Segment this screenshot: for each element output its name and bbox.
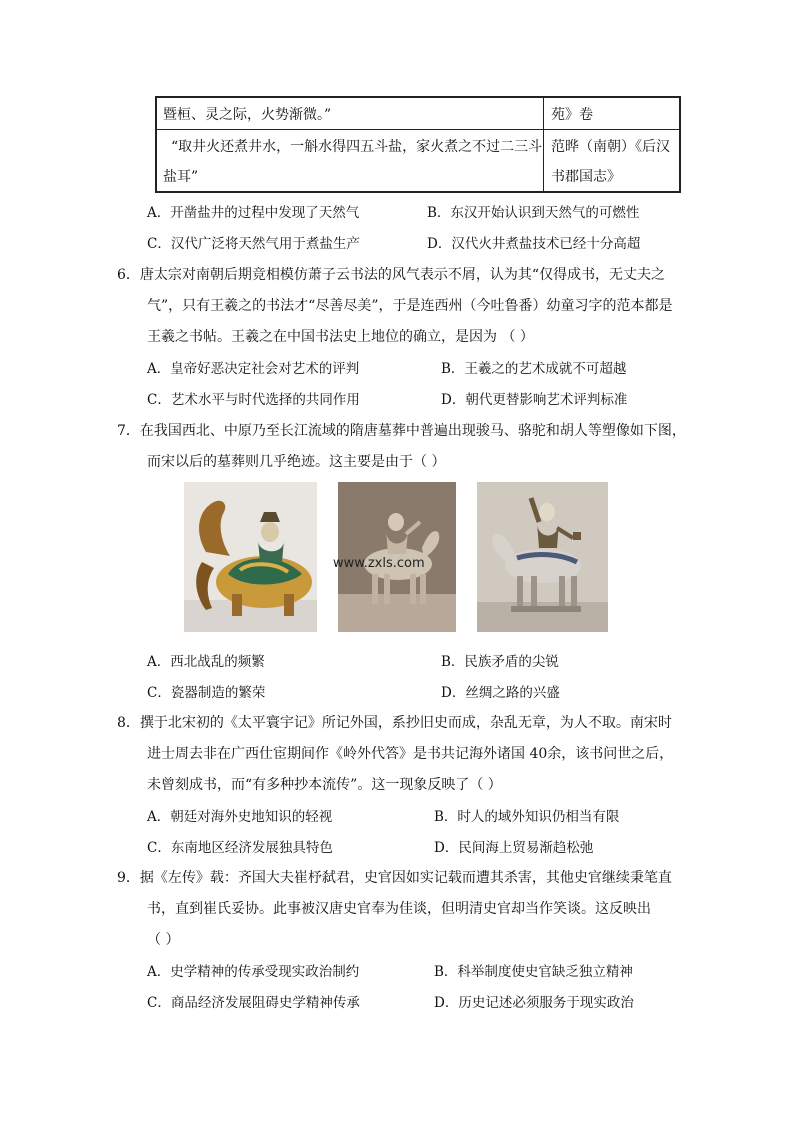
table-row2-source-line2: 书郡国志》 xyxy=(551,169,621,185)
q9-option-d: D．历史记述必须服务于现实政治 xyxy=(434,995,634,1011)
table-row-divider xyxy=(157,129,679,130)
q8-option-b: B．时人的域外知识仍相当有限 xyxy=(434,809,620,825)
q7-option-b: B．民族矛盾的尖锐 xyxy=(441,654,559,670)
table-row2-source-line1: 范晔（南朝）《后汉 xyxy=(551,139,670,155)
q9-option-b: B．科举制度使史官缺乏独立精神 xyxy=(434,964,633,980)
q8-option-a: A．朝廷对海外史地知识的轻视 xyxy=(147,809,333,825)
q7-stem-line2: 而宋以后的墓葬则几乎绝迹。这主要是由于（ ） xyxy=(147,454,446,470)
camel-figurine-image xyxy=(184,482,317,632)
q8-option-c: C．东南地区经济发展独具特色 xyxy=(147,840,333,856)
q6-stem-line3: 王羲之书帖。王羲之在中国书法史上地位的确立，是因为 （ ） xyxy=(147,329,534,345)
q6-option-c: C．艺术水平与时代选择的共同作用 xyxy=(147,392,360,408)
q5-option-c: C．汉代广泛将天然气用于煮盐生产 xyxy=(147,236,360,252)
q6-option-a: A．皇帝好恶决定社会对艺术的评判 xyxy=(147,361,360,377)
q9-option-a: A．史学精神的传承受现实政治制约 xyxy=(147,964,360,980)
q5-option-b: B．东汉开始认识到天然气的可燃性 xyxy=(427,205,640,221)
q7-stem-line1: 7．在我国西北、中原乃至长江流域的隋唐墓葬中普遍出现骏马、骆驼和胡人等塑像如下图， xyxy=(117,423,686,439)
q5-option-d: D．汉代火井煮盐技术已经十分高超 xyxy=(427,236,641,252)
q7-option-d: D．丝绸之路的兴盛 xyxy=(441,685,560,701)
source-table xyxy=(155,96,681,193)
table-row2-quote-line2: 盐耳” xyxy=(163,169,199,185)
table-row2-quote-line1: “取井火还煮井水，一斛水得四五斗盐，家火煮之不过二三斗 xyxy=(171,139,543,155)
watermark-text: www.zxls.com xyxy=(333,556,425,571)
q9-stem-line3: （ ） xyxy=(147,932,180,948)
q8-stem-line3: 未曾刻成书，而“有多种抄本流传”。这一现象反映了（ ） xyxy=(147,777,502,793)
table-row1-quote: 暨桓、灵之际，火势渐微。” xyxy=(163,107,332,123)
q9-stem-line2: 书，直到崔氏妥协。此事被汉唐史官奉为佳谈，但明清史官却当作笑谈。这反映出 xyxy=(147,901,651,917)
table-row1-source: 苑》卷 xyxy=(551,107,593,123)
q8-stem-line2: 进士周去非在广西仕宦期间作《岭外代答》是书共记海外诸国 40余，该书问世之后， xyxy=(147,746,674,762)
q6-option-d: D．朝代更替影响艺术评判标准 xyxy=(441,392,628,408)
q7-option-c: C．瓷器制造的繁荣 xyxy=(147,685,266,701)
q7-option-a: A．西北战乱的频繁 xyxy=(147,654,265,670)
q6-option-b: B．王羲之的艺术成就不可超越 xyxy=(441,361,627,377)
q6-stem-line1: 6．唐太宗对南朝后期竞相模仿萧子云书法的风气表示不屑，认为其“仅得成书，无丈夫之 xyxy=(117,267,666,283)
table-column-divider xyxy=(543,98,544,191)
q8-option-d: D．民间海上贸易渐趋松弛 xyxy=(434,840,594,856)
q9-option-c: C．商品经济发展阻碍史学精神传承 xyxy=(147,995,360,1011)
q6-stem-line2: 气”，只有王羲之的书法才“尽善尽美”，于是连西州（今吐鲁番）幼童习字的范本都是 xyxy=(147,298,673,314)
q8-stem-line1: 8．撰于北宋初的《太平寰宇记》所记外国，系抄旧史而成，杂乱无章，为人不取。南宋时 xyxy=(117,715,672,731)
q5-option-a: A．开凿盐井的过程中发现了天然气 xyxy=(147,205,360,221)
q9-stem-line1: 9．据《左传》载：齐国大夫崔杼弑君，史官因如实记载而遭其杀害，其他史官继续秉笔直 xyxy=(117,870,672,886)
polo-rider-figurine-image xyxy=(477,482,608,632)
